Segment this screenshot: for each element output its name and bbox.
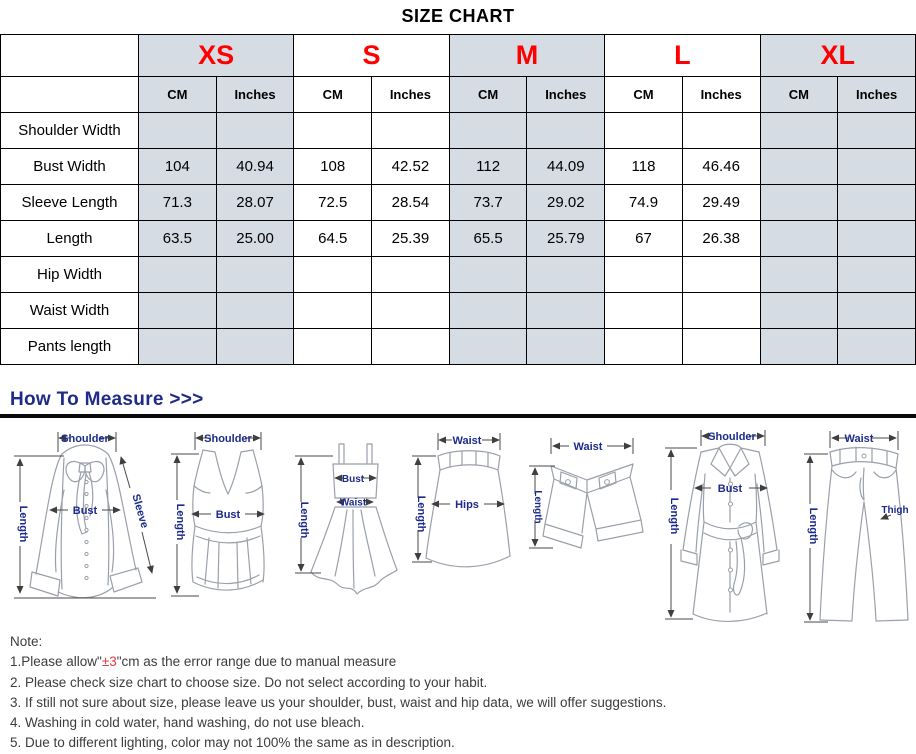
table-cell: 29.49 (682, 185, 760, 221)
table-cell (605, 113, 683, 149)
table-row (1, 257, 916, 293)
table-cell: 67 (605, 221, 683, 257)
table-cell (760, 293, 838, 329)
dim-label-length: Length (668, 497, 681, 535)
corner-cell (1, 77, 139, 113)
table-cell (838, 113, 916, 149)
notes-section (0, 626, 916, 754)
dim-label-length: Length (414, 495, 427, 533)
notes-heading: Note: (10, 634, 43, 649)
unit-header-row (1, 77, 916, 113)
table-cell (449, 293, 527, 329)
table-cell (838, 293, 916, 329)
table-cell (760, 149, 838, 185)
table-cell: 65.5 (449, 221, 527, 257)
table-cell (216, 329, 294, 365)
table-cell: 73.7 (449, 185, 527, 221)
table-cell: 72.5 (294, 185, 372, 221)
table-row (1, 149, 916, 185)
table-cell: 108 (294, 149, 372, 185)
page-title: SIZE CHART (401, 6, 515, 26)
table-row (1, 329, 916, 365)
size-chart-table (0, 34, 916, 365)
note-item-4: 4. Washing in cold water, hand washing, do not use bleach. (10, 715, 365, 730)
dim-label-waist: Waist (340, 497, 367, 509)
unit-header: Inches (838, 77, 916, 113)
dim-label-waist: Waist (452, 435, 482, 447)
size-col-header-xl: XL (760, 35, 916, 77)
table-cell (449, 257, 527, 293)
table-cell (372, 329, 450, 365)
table-cell (760, 257, 838, 293)
table-cell: 28.07 (216, 185, 294, 221)
measure-figures (0, 418, 916, 626)
table-cell: 25.00 (216, 221, 294, 257)
table-cell (682, 257, 760, 293)
table-cell: 74.9 (605, 185, 683, 221)
dim-label-bust: Bust (718, 483, 743, 495)
table-row (1, 293, 916, 329)
note-item-2: 2. Please check size chart to choose size. Do not select according to your habit. (10, 674, 488, 690)
error-range-value: ±3 (101, 654, 117, 670)
dim-label-bust: Bust (215, 509, 240, 521)
unit-header: Inches (682, 77, 760, 113)
table-cell (605, 329, 683, 365)
dim-label-thigh: Thigh (881, 505, 909, 516)
table-cell: 63.5 (139, 221, 217, 257)
table-cell (294, 257, 372, 293)
table-cell (216, 257, 294, 293)
table-cell: 25.39 (372, 221, 450, 257)
unit-header: Inches (216, 77, 294, 113)
figure-shorts (519, 426, 651, 622)
dim-label-waist: Waist (573, 441, 603, 453)
table-cell (838, 329, 916, 365)
table-cell: 46.46 (682, 149, 760, 185)
figure-tank-top (165, 426, 287, 622)
unit-header: CM (605, 77, 683, 113)
table-cell (760, 329, 838, 365)
figure-skirt (406, 426, 518, 622)
table-cell (838, 149, 916, 185)
row-label: Length (1, 221, 139, 257)
unit-header: CM (294, 77, 372, 113)
dim-label-shoulder: Shoulder (708, 431, 757, 443)
row-label: Bust Width (1, 149, 139, 185)
table-cell (527, 329, 605, 365)
table-cell (527, 113, 605, 149)
table-cell (682, 293, 760, 329)
table-cell: 104 (139, 149, 217, 185)
note-item-3: 3. If still not sure about size, please leave us your shoulder, bust, waist and hip data, we will offer suggestions. (10, 694, 667, 710)
table-cell (216, 293, 294, 329)
table-cell (760, 113, 838, 149)
dim-label-shoulder: Shoulder (61, 433, 109, 445)
table-cell: 26.38 (682, 221, 760, 257)
table-cell: 25.79 (527, 221, 605, 257)
size-header-row (1, 35, 916, 77)
table-cell (216, 113, 294, 149)
note-item-5: 5. Due to different lighting, color may not 100% the same as in description. (10, 735, 455, 751)
size-col-header-xs: XS (139, 35, 294, 77)
table-cell: 71.3 (139, 185, 217, 221)
dim-label-length: Length (17, 505, 29, 543)
figure-pants (794, 426, 910, 626)
dim-label-hips: Hips (455, 499, 479, 511)
table-cell: 64.5 (294, 221, 372, 257)
table-cell (139, 329, 217, 365)
table-cell (372, 293, 450, 329)
figure-blouse (6, 426, 164, 622)
table-cell: 40.94 (216, 149, 294, 185)
table-cell: 112 (449, 149, 527, 185)
dim-label-length: Length (531, 490, 543, 524)
dim-label-sleeve: Sleeve (129, 492, 151, 530)
dim-label-length: Length (806, 507, 819, 545)
row-label: Sleeve Length (1, 185, 139, 221)
table-cell (760, 221, 838, 257)
table-cell: 29.02 (527, 185, 605, 221)
table-cell (605, 293, 683, 329)
figure-coat (651, 426, 793, 626)
table-cell (760, 185, 838, 221)
unit-header: CM (760, 77, 838, 113)
row-label: Hip Width (1, 257, 139, 293)
dim-label-shoulder: Shoulder (203, 433, 252, 445)
unit-header: CM (449, 77, 527, 113)
table-row (1, 221, 916, 257)
table-cell (682, 329, 760, 365)
table-cell (838, 221, 916, 257)
table-cell (294, 293, 372, 329)
unit-header: CM (139, 77, 217, 113)
dim-label-bust: Bust (342, 474, 365, 485)
table-cell (372, 113, 450, 149)
table-cell (449, 113, 527, 149)
unit-header: Inches (372, 77, 450, 113)
table-cell (294, 329, 372, 365)
size-col-header-m: M (449, 35, 604, 77)
row-label: Pants length (1, 329, 139, 365)
corner-cell (1, 35, 139, 77)
table-cell: 118 (605, 149, 683, 185)
table-cell (139, 113, 217, 149)
table-row (1, 185, 916, 221)
table-cell: 44.09 (527, 149, 605, 185)
size-col-header-l: L (605, 35, 760, 77)
size-col-header-s: S (294, 35, 449, 77)
dim-label-bust: Bust (72, 505, 98, 517)
dim-label-length: Length (298, 501, 311, 539)
figure-slip-dress (287, 426, 405, 622)
unit-header: Inches (527, 77, 605, 113)
table-cell: 42.52 (372, 149, 450, 185)
table-cell: 28.54 (372, 185, 450, 221)
table-cell (294, 113, 372, 149)
table-row (1, 113, 916, 149)
table-cell (838, 185, 916, 221)
table-cell (139, 257, 217, 293)
row-label: Shoulder Width (1, 113, 139, 149)
how-to-measure-heading: How To Measure >>> (10, 389, 204, 410)
table-cell (838, 257, 916, 293)
row-label: Waist Width (1, 293, 139, 329)
table-cell (605, 257, 683, 293)
table-cell (139, 293, 217, 329)
table-cell (449, 329, 527, 365)
table-cell (527, 257, 605, 293)
table-cell (372, 257, 450, 293)
dim-label-length: Length (173, 503, 186, 541)
dim-label-waist: Waist (844, 433, 874, 445)
table-cell (527, 293, 605, 329)
note-item-1: 1.Please allow"±3"cm as the error range due to manual measure (10, 654, 397, 670)
table-cell (682, 113, 760, 149)
